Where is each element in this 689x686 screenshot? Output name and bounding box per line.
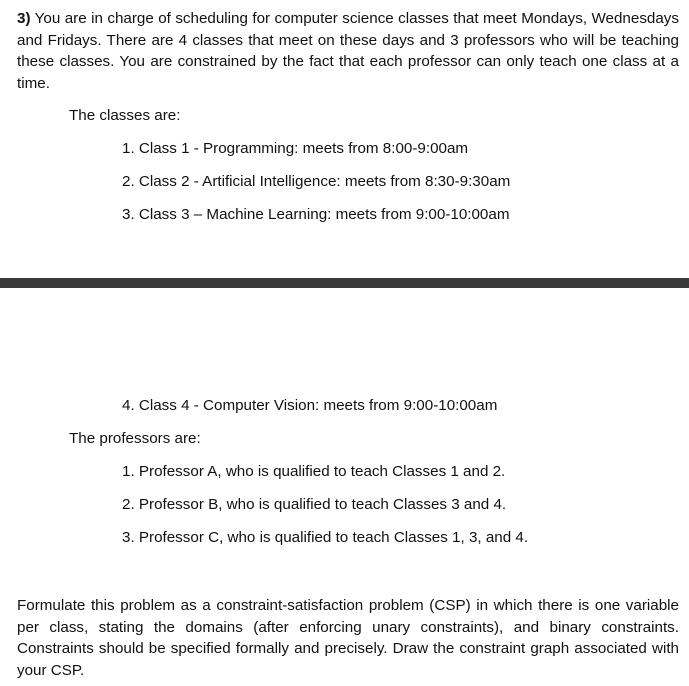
page-divider	[0, 278, 689, 288]
class-item-1: 1. Class 1 - Programming: meets from 8:00-9:00am	[122, 140, 469, 157]
professor-item-2: 2. Professor B, who is qualified to teach Classes 3 and 4.	[122, 496, 507, 513]
classes-heading: The classes are:	[69, 107, 181, 124]
task-description: Formulate this problem as a constraint-satisfaction problem (CSP) in which there is one variable per class, stating the domains (after enforcing unary constraints), and binary constraints. Constraints should be specified formally and precisely. Draw the constraint graph associated with your CSP.	[17, 597, 679, 679]
professor-item-1: 1. Professor A, who is qualified to teach Classes 1 and 2.	[122, 463, 506, 480]
problem-number: 3)	[17, 10, 31, 27]
class-item-3: 3. Class 3 – Machine Learning: meets from 9:00-10:00am	[122, 206, 510, 223]
class-item-4: 4. Class 4 - Computer Vision: meets from 9:00-10:00am	[122, 397, 498, 414]
problem-intro	[17, 8, 679, 94]
professor-item-3: 3. Professor C, who is qualified to teach Classes 1, 3, and 4.	[122, 529, 529, 546]
problem-intro-text: You are in charge of scheduling for computer science classes that meet Mondays, Wednesdays and Fridays. There are 4 classes that meet on these days and 3 professors who will be teaching these classes. You are constrained by the fact that each professor can only teach one class at a time.	[17, 10, 679, 92]
class-item-2: 2. Class 2 - Artificial Intelligence: meets from 8:30-9:30am	[122, 173, 511, 190]
professors-heading: The professors are:	[69, 430, 201, 447]
